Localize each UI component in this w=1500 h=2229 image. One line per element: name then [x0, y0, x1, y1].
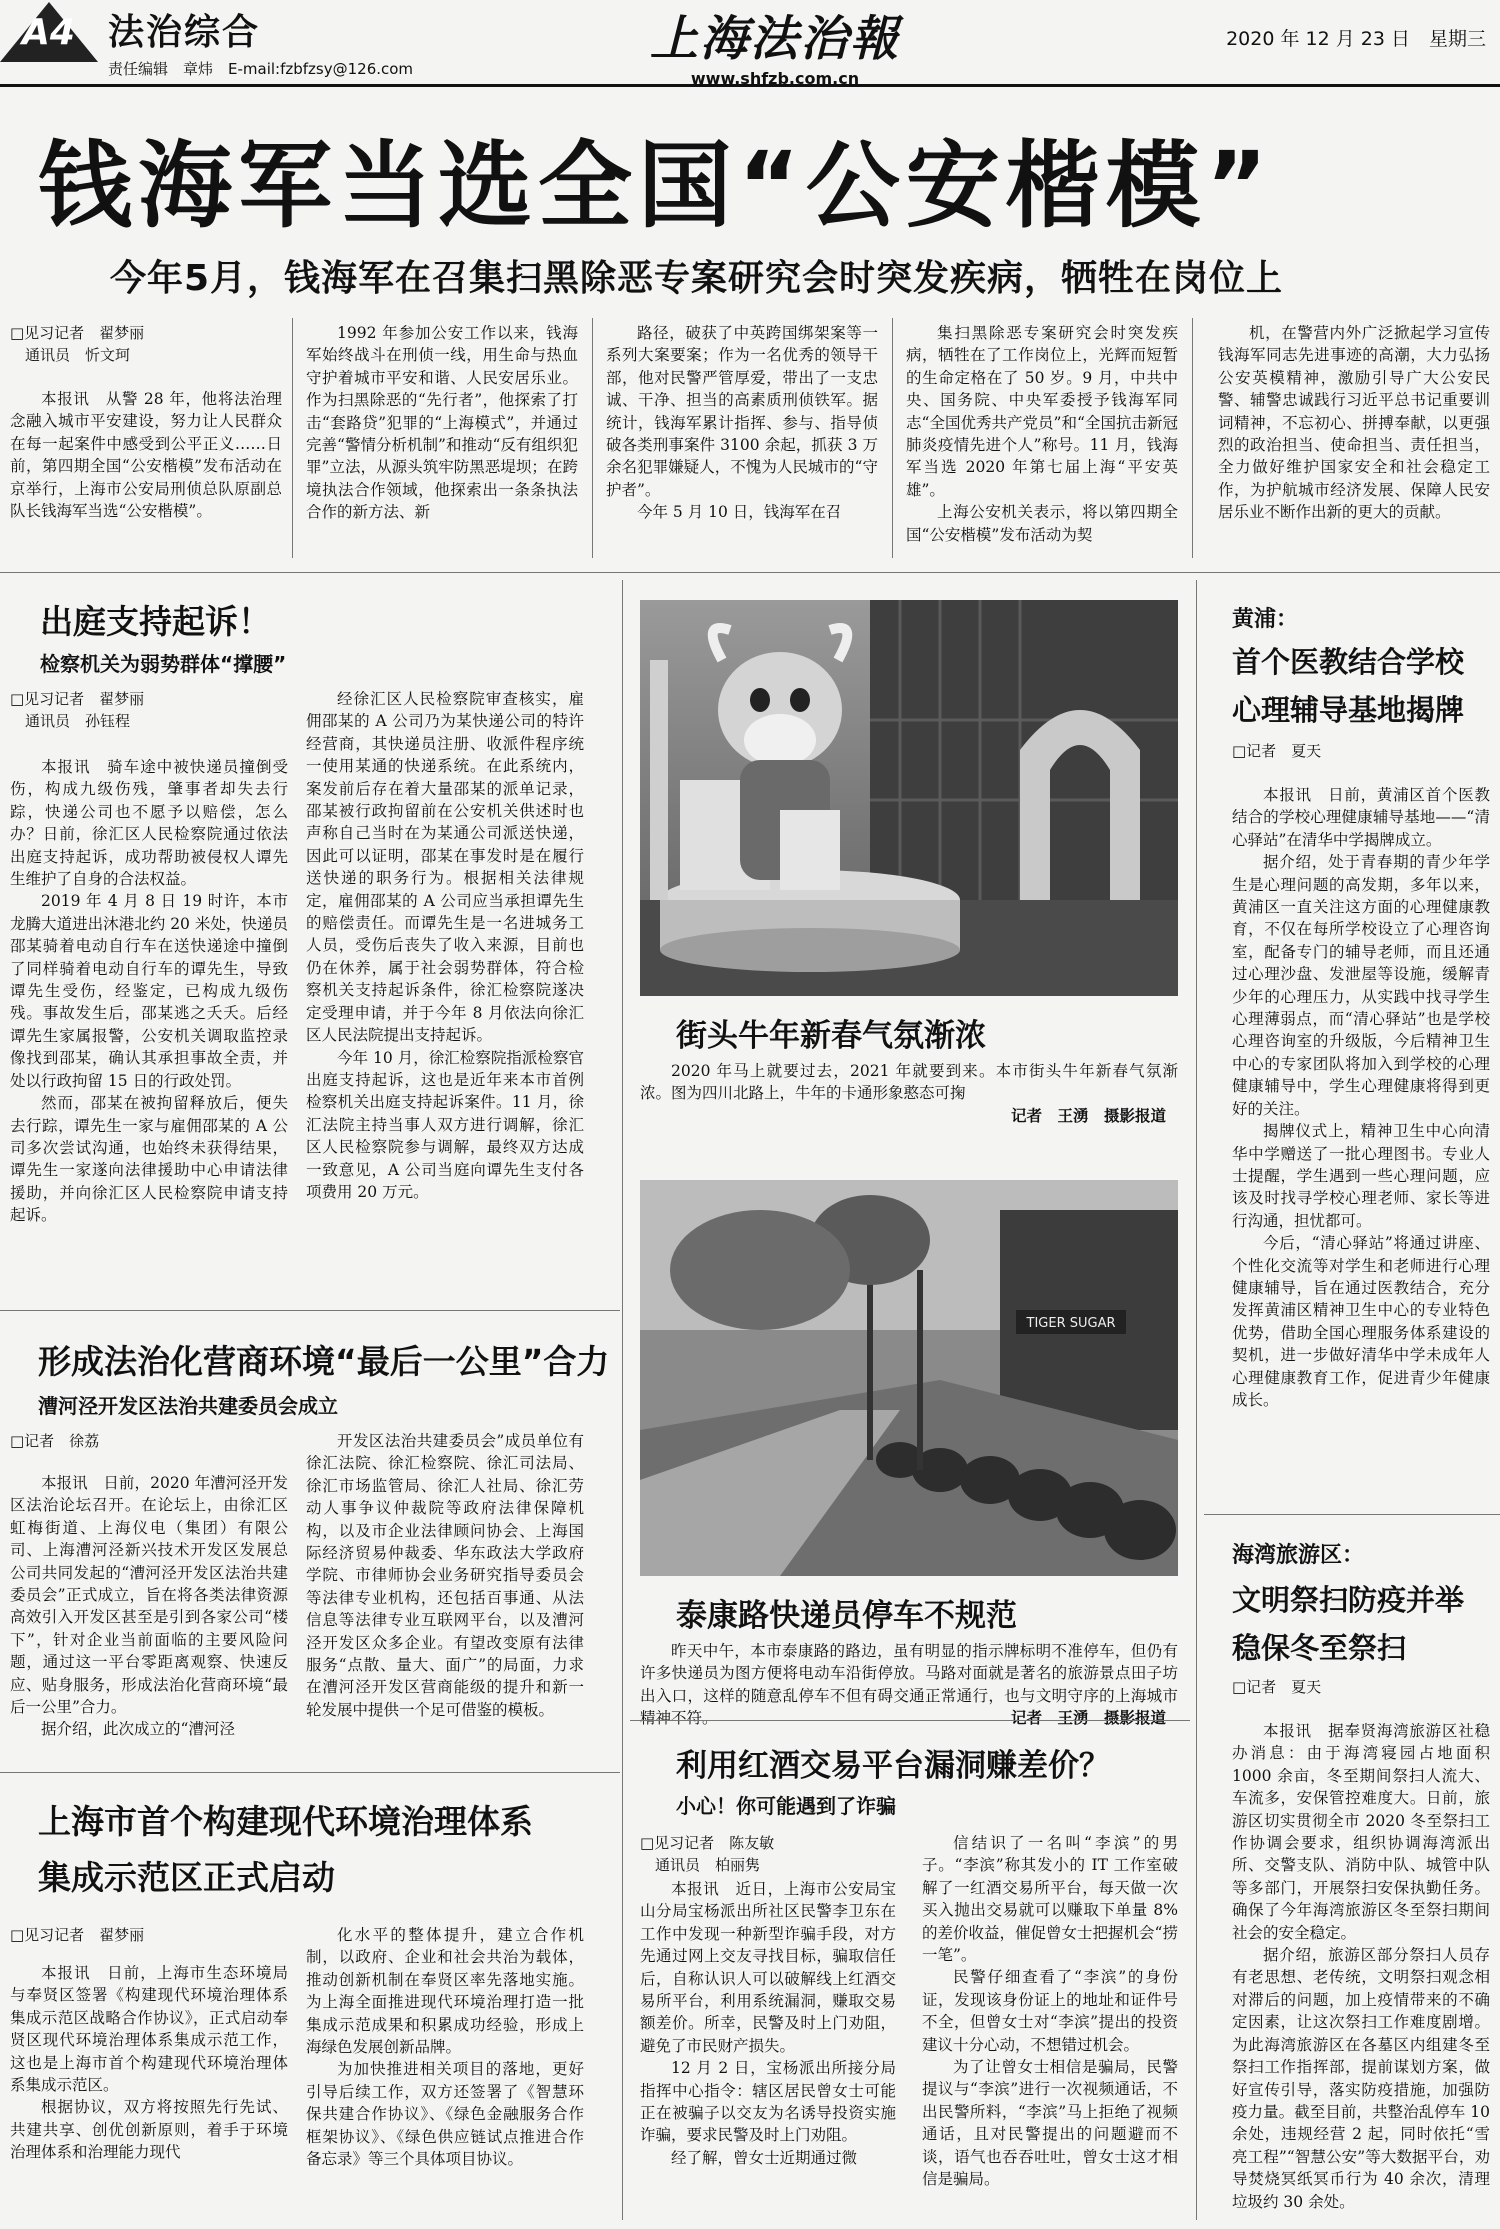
paragraph: 经了解，曾女士近期通过微 — [671, 2148, 858, 2167]
photo1-caption: 2020 年马上就要过去，2021 年就要到来。本市街头牛年新春气氛渐浓。图为四川北路上，牛年的卡通形象憨态可掬 记者 王湧 摄影报道 — [640, 1062, 1178, 1125]
paragraph: 今后，“清心驿站”将通过讲座、个性化交流等对学生和老师进行心理健康辅导，旨在通过医教结合，充分发挥黄浦区精神卫生中心的专业特色优势，借助全国心理服务体系建设的契机，进一步做好清华中学未成年人心理健康教育工作，促进青少年健康成长。 — [1232, 1234, 1490, 1409]
haiwan-byline: □记者 夏天 — [1232, 1678, 1322, 1696]
page-number-badge — [0, 2, 98, 62]
paragraph: 然而，邵某在被拘留释放后，便失去行踪，谭先生一家与雇佣邵某的 A 公司多次尝试沟通，也始终未获得结果，谭先生一家遂向法律援助中心申请法律援助，并向徐汇区人民检察院申请支持起诉。 — [10, 1094, 288, 1225]
photo-ox-mascot — [640, 600, 1178, 996]
haiwan-kicker: 海湾旅游区： — [1232, 1543, 1365, 1568]
column-divider — [1196, 580, 1197, 2220]
business-byline: □记者 徐荔 — [10, 1432, 100, 1450]
paragraph: 本报讯 日前，黄浦区首个医教结合的学校心理健康辅导基地——“清心驿站”在清华中学揭牌成立。 — [1232, 786, 1490, 849]
paragraph: 路径，破获了中英跨国绑架案等一系列大案要案；作为一名优秀的领导干部，他对民警严管厚爱，带出了一支忠诚、干净、担当的高素质刑侦铁军。据统计，钱海军累计指挥、参与、指导侦破各类刑事案件 3100 余起，抓获 3 万余名犯罪嫌疑人，不愧为人民城市的“守护者”。 — [606, 324, 878, 499]
paragraph: 本报讯 日前，2020 年漕河泾开发区法治论坛召开。在论坛上，由徐汇区虹梅街道、上海仪电（集团）有限公司、上海漕河泾新兴技术开发区发展总公司共同发起的“漕河泾开发区法治共建委员会”正式成立，旨在将各类法律资源高效引入开发区甚至是引到各家公司“楼下”，针对企业当前面临的主要风险问题，通过这一平台零距离观察、快速反应、贴身服务，形成法治化营商环境“最后一公里”合力。 — [10, 1474, 288, 1717]
haiwan-title-2: 稳保冬至祭扫 — [1232, 1631, 1407, 1665]
paragraph: 为了让曾女士相信是骗局，民警提议与“李滨”进行一次视频通话，不出民警所料，“李滨”马上拒绝了视频通话，且对民警提出的问题避而不谈，语气也吞吞吐吐，曾女士这才相信是骗局。 — [922, 2058, 1178, 2189]
paragraph: 为加快推进相关项目的落地，更好引导后续工作，双方还签署了《智慧环保共建合作协议》、《绿色金融服务合作框架协议》、《绿色供应链试点推进合作备忘录》等三个具体项目协议。 — [306, 2060, 584, 2169]
photo2-caption-text: 昨天中午，本市泰康路的路边，虽有明显的指示牌标明不准停车，但仍有许多快递员为图方便将电动车沿街停放。马路对面就是著名的旅游景点田子坊出入口，这样的随意乱停车不但有碍交通正常通行，也与文明守序的上海城市精神不符。 记者 王湧 摄影报道 — [640, 1642, 1178, 1728]
col-divider — [292, 318, 293, 558]
masthead — [630, 0, 920, 88]
paragraph: 据介绍，此次成立的“漕河泾 — [41, 1720, 235, 1739]
page-number: A4 — [22, 12, 75, 53]
paragraph: 上海公安机关表示，将以第四期全国“公安楷模”发布活动为契 — [906, 503, 1178, 544]
paragraph: 1992 年参加公安工作以来，钱海军始终战斗在刑侦一线，用生命与热血守护着城市平安和谐、人民安居乐业。作为扫黑除恶的“先行者”，他探索了打击“套路贷”犯罪的“上海模式”，并通过完善“警情分析机制”和推动“反有组织犯罪”立法，从源头筑牢防黑恶堤坝；在跨境执法合作领域，他探索出一条条执法合作的新方法、新 — [306, 324, 578, 522]
header-rule — [0, 84, 1500, 87]
section-rule — [1204, 1514, 1500, 1515]
wine-col1 — [640, 1878, 896, 2169]
huangpu-kicker: 黄浦： — [1232, 607, 1299, 632]
paragraph: 机，在警营内外广泛掀起学习宣传钱海军同志先进事迹的高潮，大力弘扬公安英模精神，激励引导广大公安民警、辅警忠诚践行习近平总书记重要训词精神，不忘初心、拼搏奉献，以更强烈的政治担当、使命担当、责任担当，全力做好维护国家安全和社会稳定工作，为护航城市经济发展、保障人民安居乐业不断作出新的更大的贡献。 — [1218, 324, 1490, 522]
business-article-subtitle: 漕河泾开发区法治共建委员会成立 — [38, 1394, 338, 1418]
paragraph: 据介绍，处于青春期的青少年学生是心理问题的高发期，多年以来，黄浦区一直关注这方面的心理健康教育，不仅在每所学校设立了心理咨询室，配备专门的辅导老师，而且还通过心理沙盘、发泄屋等设施，缓解青少年的心理压力，从实践中找寻学生心理薄弱点，而“清心驿站”也是学校心理咨询室的升级版，今后精神卫生中心的专家团队将加入到学校的心理健康辅导中，学生心理健康将得到更好的关注。 — [1232, 853, 1490, 1118]
shop-sign: TIGER SUGAR — [1026, 1316, 1116, 1331]
lead-byline: □见习记者 翟梦丽 通讯员 忻文珂 — [10, 324, 145, 364]
paragraph: 本报讯 近日，上海市公安局宝山分局宝杨派出所社区民警李卫东在工作中发现一种新型诈骗手段，对方先通过网上交友寻找目标，骗取信任后，自称认识人可以破解线上红酒交易所平台，利用系统漏洞，赚取交易额差价。所幸，民警及时上门劝阻，避免了市民财产损失。 — [640, 1880, 896, 2055]
paragraph: 集扫黑除恶专案研究会时突发疾病，牺牲在了工作岗位上，光辉而短暂的生命定格在了 50 岁。9 月，中共中央、国务院、中央军委授予钱海军同志“全国优秀共产党员”和“全国抗击新冠肺炎疫情先进个人”称号。11 月，钱海军当选 2020 年第七届上海“平安英雄”。 — [906, 324, 1178, 499]
section-rule — [0, 1772, 620, 1773]
business-article-title: 形成法治化营商环境“最后一公里”合力 — [38, 1342, 610, 1381]
paragraph: 今年 5 月 10 日，钱海军在召 — [637, 503, 842, 522]
paragraph: 开发区法治共建委员会”成员单位有徐汇法院、徐汇检察院、徐汇司法局、徐汇市场监管局、徐汇人社局、徐汇劳动人事争议仲裁院等政府法律保障机构，以及市企业法律顾问协会、上海国际经济贸易仲裁委、华东政法大学政府学院、市律师协会业务研究指导委员会等法律专业机构，还包括百事通、从法信息等法律专业互联网平台，以及漕河泾开发区众多企业。有望改变原有法律服务“点散、量大、面广”的局面，力求在漕河泾开发区营商能级的提升和新一轮发展中提供一个足可借鉴的模板。 — [306, 1432, 584, 1719]
environment-article-title-2: 集成示范区正式启动 — [38, 1858, 335, 1897]
environment-col2 — [306, 1924, 584, 2170]
masthead-url: www.shfzb.com.cn — [690, 69, 860, 88]
environment-article-title-1: 上海市首个构建现代环境治理体系 — [38, 1802, 533, 1841]
huangpu-byline: □记者 夏天 — [1232, 742, 1322, 760]
court-col1 — [10, 756, 288, 1227]
court-article-subtitle: 检察机关为弱势群体“撑腰” — [40, 652, 287, 676]
photo2-caption — [640, 1640, 1178, 1730]
paragraph: 本报讯 日前，上海市生态环境局与奉贤区签署《构建现代环境治理体系集成示范区战略合作协议》，正式启动奉贤区现代环境治理体系集成示范工作，这也是上海市首个构建现代环境治理体系集成示范区。 — [10, 1964, 288, 2095]
column-divider — [622, 580, 623, 2220]
wine-article-subtitle: 小心！你可能遇到了诈骗 — [676, 1794, 896, 1818]
court-col2 — [306, 688, 584, 1203]
dateline: 2020 年 12 月 23 日 星期三 — [1226, 28, 1486, 50]
wine-byline: □见习记者 陈友敏 通讯员 柏丽隽 — [640, 1834, 775, 1874]
lead-headline: 钱海军当选全国“公安楷模” — [38, 132, 1274, 241]
environment-col1 — [10, 1962, 288, 2164]
paragraph: 民警仔细查看了“李滨”的身份证，发现该身份证上的地址和证件号不全，但曾女士对“李滨”提出的投资建议十分心动，不想错过机会。 — [922, 1968, 1178, 2054]
lead-bottom-rule — [0, 572, 1500, 573]
paragraph: 今年 10 月，徐汇检察院指派检察官出庭支持起诉，这也是近年来本市首例检察机关出庭支持起诉案件。11 月，徐汇法院主持当事人双方进行调解，徐汇区人民检察院参与调解，最终双方达成一致意见，A 公司当庭向谭先生支付各项费用 20 万元。 — [306, 1048, 584, 1201]
court-byline: □见习记者 翟梦丽 通讯员 孙钰程 — [10, 690, 145, 730]
masthead-logo: 上海法治報 — [649, 11, 900, 67]
paragraph: 据介绍，旅游区部分祭扫人员存有老思想、老传统，文明祭扫观念相对滞后的问题，加上疫情带来的不确定因素，让这次祭扫工作难度剧增。为此海湾旅游区在各墓区内组建冬至祭扫工作指挥部，提前谋划方案，做好宣传引导，落实防疫措施，加强防疫力量。截至目前，共整治乱停车 10 余处，违规经营 2 起，同时依托“雪亮工程”“智慧公安”等大数据平台，劝导焚烧冥纸冥币行为 40 余次，清理垃圾约 30 余处。 — [1232, 1946, 1490, 2211]
photo-ox-mascot-image — [640, 600, 1178, 996]
photo-courier-parking-image — [640, 1180, 1178, 1576]
paragraph: 12 月 2 日，宝杨派出所接分局指挥中心指令：辖区居民曾女士可能正在被骗子以交友为名诱导投资实施诈骗，要求民警及时上门劝阻。 — [640, 2059, 896, 2145]
paragraph: 根据协议，双方将按照先行先试、共建共享、创优创新原则，着手于环境治理体系和治理能力现代 — [10, 2098, 288, 2162]
court-article-title: 出庭支持起诉！ — [40, 602, 271, 641]
lead-col4 — [906, 322, 1178, 546]
huangpu-title-1: 首个医教结合学校 — [1232, 645, 1465, 679]
lead-subhead: 今年5月，钱海军在召集扫黑除恶专案研究会时突发疾病，牺牲在岗位上 — [110, 258, 1284, 299]
huangpu-title-2: 心理辅导基地揭牌 — [1232, 693, 1465, 727]
photo2-title: 泰康路快递员停车不规范 — [676, 1598, 1017, 1634]
huangpu-body — [1232, 784, 1490, 1411]
section-rule — [0, 1310, 620, 1311]
haiwan-body — [1232, 1720, 1490, 2213]
lead-col2 — [306, 322, 578, 524]
lead-col5 — [1218, 322, 1490, 524]
lead-col1: 本报讯 从警 28 年，他将法治理念融入城市平安建设，努力让人民群众在每一起案件中感受到公平正义……日前，第四期全国“公安楷模”发布活动在京举行，上海市公安局刑侦总队原副总队长钱海军当选“公安楷模”。 — [10, 390, 282, 521]
col-divider — [892, 318, 893, 558]
photo-courier-parking — [640, 1180, 1178, 1576]
col-divider — [1192, 318, 1193, 558]
lead-col3 — [606, 322, 878, 524]
paragraph: 化水平的整体提升，建立合作机制，以政府、企业和社会共治为载体，推动创新机制在奉贤区率先落地实施。为上海全面推进现代环境治理打造一批集成示范成果和积累成功经验，形成上海绿色发展创新品牌。 — [306, 1926, 584, 2057]
business-col1 — [10, 1472, 288, 1741]
section-rule — [630, 1720, 1190, 1721]
environment-byline: □见习记者 翟梦丽 — [10, 1926, 145, 1944]
section-title: 法治综合 — [108, 12, 261, 53]
paragraph: 2019 年 4 月 8 日 19 时许，本市龙腾大道进出沐港北约 20 米处，快递员邵某骑着电动自行车在送快递途中撞倒了同样骑着电动自行车的谭先生，导致谭先生受伤，经鉴定，已构成九级伤残。事故发生后，邵某逃之夭夭。后经谭先生家属报警，公安机关调取监控录像找到邵某，确认其承担事故全责，并处以行政拘留 15 日的行政处罚。 — [10, 892, 288, 1090]
wine-article-title: 利用红酒交易平台漏洞赚差价？ — [676, 1748, 1110, 1784]
paragraph: 揭牌仪式上，精神卫生中心向清华中学赠送了一批心理图书。专业人士提醒，学生遇到一些心理问题，应该及时找寻学校心理老师、家长等进行沟通，担忧都可。 — [1232, 1122, 1490, 1230]
wine-col2 — [922, 1832, 1178, 2191]
paragraph: 信结识了一名叫“李滨”的男子。“李滨”称其发小的 IT 工作室破解了一红酒交易所平台，每天做一次买入抛出交易就可以赚取下单量 8% 的差价收益，催促曾女士把握机会“捞一笔”。 — [922, 1834, 1178, 1965]
paragraph: 本报讯 骑车途中被快递员撞倒受伤，构成九级伤残，肇事者却失去行踪，快递公司也不愿予以赔偿，怎么办？日前，徐汇区人民检察院通过依法出庭支持起诉，成功帮助被侵权人谭先生维护了自身的合法权益。 — [10, 758, 288, 889]
business-col2 — [306, 1430, 584, 1721]
col-divider — [592, 318, 593, 558]
paragraph: 本报讯 据奉贤海湾旅游区社稳办消息：由于海湾寝园占地面积 1000 余亩，冬至期间祭扫人流大、车流多，安保管控难度大。日前，旅游区切实贯彻全市 2020 冬至祭扫工作协调会要求，组织协调海湾派出所、交警支队、消防中队、城管中队等多部门，开展祭扫安保执勤任务。确保了今年海湾旅游区冬至祭扫期间社会的安全稳定。 — [1232, 1722, 1490, 1942]
editor-line: 责任编辑 章炜 E-mail:fzbfzsy@126.com — [108, 60, 414, 78]
paragraph: 经徐汇区人民检察院审查核实，雇佣邵某的 A 公司乃为某快递公司的特许经营商，其快递员注册、收派件程序统一使用某通的快递系统。在此系统内，案发前后存在着大量邵某的派单记录，邵某被行政拘留前在公安机关供述时也声称自己当时在为某通公司派送快递，因此可以证明，邵某在事发时是在履行送快递的职务行为。根据相关法律规定，雇佣邵某的 A 公司应当承担谭先生的赔偿责任。而谭先生是一名进城务工人员，受伤后丧失了收入来源，目前也仍在休养，属于社会弱势群体，符合检察机关支持起诉条件，徐汇检察院遂决定受理申请，并于今年 8 月依法向徐汇区人民法院提出支持起诉。 — [306, 690, 584, 1045]
haiwan-title-1: 文明祭扫防疫并举 — [1232, 1583, 1465, 1617]
photo1-title: 街头牛年新春气氛渐浓 — [676, 1018, 986, 1054]
